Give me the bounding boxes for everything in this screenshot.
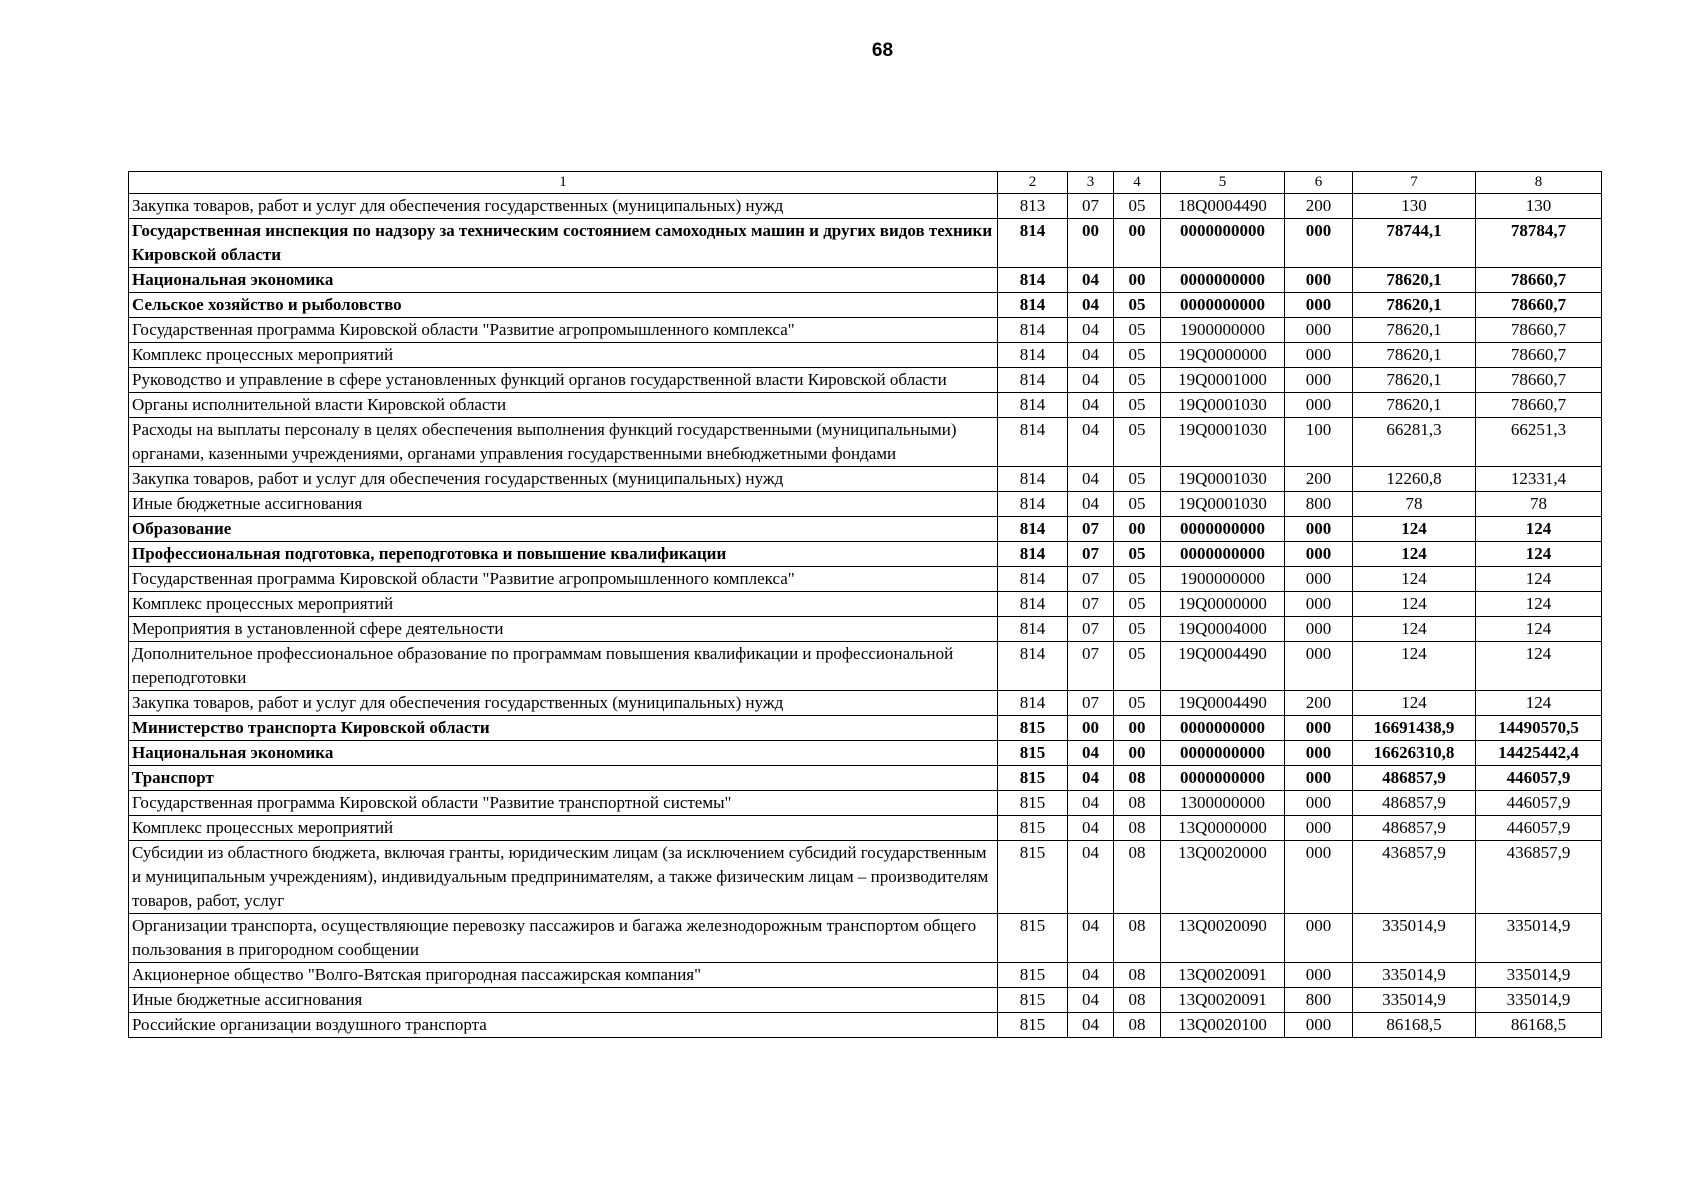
amount-year2-cell: 335014,9 xyxy=(1476,988,1602,1013)
amount-year2-cell: 124 xyxy=(1476,517,1602,542)
target-article-cell: 19Q0004490 xyxy=(1161,642,1285,691)
row-name-cell: Государственная программа Кировской области "Развитие транспортной системы" xyxy=(129,791,998,816)
amount-year1-cell: 16691438,9 xyxy=(1353,716,1476,741)
subsection-cell: 00 xyxy=(1114,219,1161,268)
row-name-cell: Государственная инспекция по надзору за техническим состоянием самоходных машин и других видов техники Кировской области xyxy=(129,219,998,268)
amount-year1-cell: 130 xyxy=(1353,194,1476,219)
target-article-cell: 19Q0000000 xyxy=(1161,343,1285,368)
amount-year2-cell: 78660,7 xyxy=(1476,343,1602,368)
section-cell: 04 xyxy=(1068,841,1114,914)
section-cell: 04 xyxy=(1068,268,1114,293)
expense-type-cell: 000 xyxy=(1285,592,1353,617)
table-row xyxy=(129,642,1602,691)
expense-type-cell: 200 xyxy=(1285,194,1353,219)
expense-type-cell: 000 xyxy=(1285,741,1353,766)
expense-type-cell: 200 xyxy=(1285,691,1353,716)
expense-type-cell: 000 xyxy=(1285,219,1353,268)
expense-type-cell: 000 xyxy=(1285,393,1353,418)
amount-year2-cell: 446057,9 xyxy=(1476,766,1602,791)
section-cell: 04 xyxy=(1068,343,1114,368)
admin-code-cell: 813 xyxy=(998,194,1068,219)
section-cell: 07 xyxy=(1068,592,1114,617)
subsection-cell: 08 xyxy=(1114,963,1161,988)
admin-code-cell: 814 xyxy=(998,542,1068,567)
target-article-cell: 0000000000 xyxy=(1161,766,1285,791)
subsection-cell: 00 xyxy=(1114,716,1161,741)
amount-year2-cell: 12331,4 xyxy=(1476,467,1602,492)
table-row xyxy=(129,293,1602,318)
table-row xyxy=(129,988,1602,1013)
amount-year1-cell: 66281,3 xyxy=(1353,418,1476,467)
section-cell: 04 xyxy=(1068,418,1114,467)
amount-year2-cell: 124 xyxy=(1476,617,1602,642)
row-name-cell: Организации транспорта, осуществляющие перевозку пассажиров и багажа железнодорожным транспортом общего пользования в пригородном сообщении xyxy=(129,914,998,963)
expense-type-cell: 800 xyxy=(1285,988,1353,1013)
amount-year1-cell: 486857,9 xyxy=(1353,816,1476,841)
admin-code-cell: 814 xyxy=(998,268,1068,293)
amount-year2-cell: 14490570,5 xyxy=(1476,716,1602,741)
admin-code-cell: 815 xyxy=(998,816,1068,841)
table-row xyxy=(129,592,1602,617)
amount-year2-cell: 78660,7 xyxy=(1476,368,1602,393)
column-header: 6 xyxy=(1285,172,1353,194)
expense-type-cell: 000 xyxy=(1285,791,1353,816)
expense-type-cell: 100 xyxy=(1285,418,1353,467)
section-cell: 07 xyxy=(1068,567,1114,592)
row-name-cell: Закупка товаров, работ и услуг для обеспечения государственных (муниципальных) нужд xyxy=(129,194,998,219)
row-name-cell: Министерство транспорта Кировской области xyxy=(129,716,998,741)
admin-code-cell: 815 xyxy=(998,963,1068,988)
subsection-cell: 00 xyxy=(1114,741,1161,766)
amount-year2-cell: 78660,7 xyxy=(1476,268,1602,293)
target-article-cell: 1900000000 xyxy=(1161,318,1285,343)
section-cell: 04 xyxy=(1068,318,1114,343)
section-cell: 04 xyxy=(1068,816,1114,841)
row-name-cell: Иные бюджетные ассигнования xyxy=(129,492,998,517)
expense-type-cell: 000 xyxy=(1285,318,1353,343)
admin-code-cell: 814 xyxy=(998,343,1068,368)
subsection-cell: 05 xyxy=(1114,318,1161,343)
amount-year1-cell: 78620,1 xyxy=(1353,343,1476,368)
table-row xyxy=(129,1013,1602,1038)
admin-code-cell: 814 xyxy=(998,492,1068,517)
expense-type-cell: 800 xyxy=(1285,492,1353,517)
table-row xyxy=(129,766,1602,791)
section-cell: 07 xyxy=(1068,617,1114,642)
subsection-cell: 05 xyxy=(1114,343,1161,368)
header-row xyxy=(129,172,1602,194)
subsection-cell: 05 xyxy=(1114,393,1161,418)
table-row xyxy=(129,691,1602,716)
column-header: 4 xyxy=(1114,172,1161,194)
expense-type-cell: 000 xyxy=(1285,642,1353,691)
row-name-cell: Национальная экономика xyxy=(129,741,998,766)
expense-type-cell: 000 xyxy=(1285,841,1353,914)
subsection-cell: 08 xyxy=(1114,841,1161,914)
target-article-cell: 19Q0001030 xyxy=(1161,467,1285,492)
admin-code-cell: 814 xyxy=(998,393,1068,418)
target-article-cell: 0000000000 xyxy=(1161,293,1285,318)
row-name-cell: Комплекс процессных мероприятий xyxy=(129,816,998,841)
section-cell: 07 xyxy=(1068,194,1114,219)
amount-year2-cell: 130 xyxy=(1476,194,1602,219)
subsection-cell: 05 xyxy=(1114,567,1161,592)
section-cell: 04 xyxy=(1068,766,1114,791)
row-name-cell: Расходы на выплаты персоналу в целях обеспечения выполнения функций государственными (муниципальными) органами, казенными учреждениями, органами управления государственными внебюджетными фондами xyxy=(129,418,998,467)
admin-code-cell: 815 xyxy=(998,791,1068,816)
admin-code-cell: 814 xyxy=(998,368,1068,393)
admin-code-cell: 814 xyxy=(998,642,1068,691)
subsection-cell: 08 xyxy=(1114,816,1161,841)
target-article-cell: 0000000000 xyxy=(1161,716,1285,741)
expense-type-cell: 000 xyxy=(1285,293,1353,318)
target-article-cell: 13Q0020000 xyxy=(1161,841,1285,914)
table-row xyxy=(129,617,1602,642)
table-row xyxy=(129,914,1602,963)
table-row xyxy=(129,368,1602,393)
table-row xyxy=(129,492,1602,517)
row-name-cell: Субсидии из областного бюджета, включая гранты, юридическим лицам (за исключением субсидий государственным и муниципальным учреждениям), индивидуальным предпринимателям, а также физическим лицам – производителям товаров, работ, услуг xyxy=(129,841,998,914)
table-row xyxy=(129,841,1602,914)
budget-table xyxy=(128,171,1602,1038)
target-article-cell: 19Q0004000 xyxy=(1161,617,1285,642)
admin-code-cell: 815 xyxy=(998,766,1068,791)
section-cell: 00 xyxy=(1068,716,1114,741)
target-article-cell: 19Q0001030 xyxy=(1161,418,1285,467)
column-header: 8 xyxy=(1476,172,1602,194)
column-header: 7 xyxy=(1353,172,1476,194)
amount-year1-cell: 486857,9 xyxy=(1353,791,1476,816)
amount-year2-cell: 335014,9 xyxy=(1476,963,1602,988)
table-row xyxy=(129,219,1602,268)
amount-year1-cell: 124 xyxy=(1353,691,1476,716)
amount-year1-cell: 335014,9 xyxy=(1353,988,1476,1013)
target-article-cell: 19Q0001030 xyxy=(1161,492,1285,517)
target-article-cell: 0000000000 xyxy=(1161,542,1285,567)
table-row xyxy=(129,393,1602,418)
subsection-cell: 05 xyxy=(1114,467,1161,492)
row-name-cell: Комплекс процессных мероприятий xyxy=(129,592,998,617)
column-header: 5 xyxy=(1161,172,1285,194)
section-cell: 04 xyxy=(1068,741,1114,766)
admin-code-cell: 815 xyxy=(998,1013,1068,1038)
row-name-cell: Закупка товаров, работ и услуг для обеспечения государственных (муниципальных) нужд xyxy=(129,691,998,716)
expense-type-cell: 000 xyxy=(1285,617,1353,642)
row-name-cell: Российские организации воздушного транспорта xyxy=(129,1013,998,1038)
amount-year2-cell: 78660,7 xyxy=(1476,293,1602,318)
table-row xyxy=(129,816,1602,841)
amount-year2-cell: 78660,7 xyxy=(1476,318,1602,343)
amount-year2-cell: 66251,3 xyxy=(1476,418,1602,467)
row-name-cell: Транспорт xyxy=(129,766,998,791)
subsection-cell: 05 xyxy=(1114,194,1161,219)
subsection-cell: 05 xyxy=(1114,293,1161,318)
target-article-cell: 19Q0000000 xyxy=(1161,592,1285,617)
table-row xyxy=(129,194,1602,219)
subsection-cell: 08 xyxy=(1114,988,1161,1013)
expense-type-cell: 000 xyxy=(1285,517,1353,542)
table-row xyxy=(129,542,1602,567)
amount-year1-cell: 486857,9 xyxy=(1353,766,1476,791)
amount-year2-cell: 446057,9 xyxy=(1476,816,1602,841)
section-cell: 04 xyxy=(1068,393,1114,418)
expense-type-cell: 000 xyxy=(1285,268,1353,293)
row-name-cell: Профессиональная подготовка, переподготовка и повышение квалификации xyxy=(129,542,998,567)
amount-year1-cell: 12260,8 xyxy=(1353,467,1476,492)
section-cell: 04 xyxy=(1068,368,1114,393)
table-row xyxy=(129,791,1602,816)
row-name-cell: Акционерное общество "Волго-Вятская пригородная пассажирская компания" xyxy=(129,963,998,988)
amount-year1-cell: 78620,1 xyxy=(1353,268,1476,293)
subsection-cell: 05 xyxy=(1114,542,1161,567)
subsection-cell: 05 xyxy=(1114,418,1161,467)
subsection-cell: 05 xyxy=(1114,368,1161,393)
row-name-cell: Дополнительное профессиональное образование по программам повышения квалификации и профессиональной переподготовки xyxy=(129,642,998,691)
amount-year1-cell: 16626310,8 xyxy=(1353,741,1476,766)
section-cell: 04 xyxy=(1068,293,1114,318)
target-article-cell: 0000000000 xyxy=(1161,741,1285,766)
subsection-cell: 05 xyxy=(1114,592,1161,617)
amount-year1-cell: 124 xyxy=(1353,542,1476,567)
column-header: 1 xyxy=(129,172,998,194)
amount-year2-cell: 124 xyxy=(1476,592,1602,617)
row-name-cell: Руководство и управление в сфере установленных функций органов государственной власти Кировской области xyxy=(129,368,998,393)
target-article-cell: 1300000000 xyxy=(1161,791,1285,816)
amount-year2-cell: 436857,9 xyxy=(1476,841,1602,914)
target-article-cell: 0000000000 xyxy=(1161,219,1285,268)
amount-year1-cell: 78620,1 xyxy=(1353,368,1476,393)
subsection-cell: 05 xyxy=(1114,492,1161,517)
expense-type-cell: 200 xyxy=(1285,467,1353,492)
row-name-cell: Мероприятия в установленной сфере деятельности xyxy=(129,617,998,642)
admin-code-cell: 814 xyxy=(998,592,1068,617)
section-cell: 04 xyxy=(1068,988,1114,1013)
admin-code-cell: 814 xyxy=(998,219,1068,268)
admin-code-cell: 815 xyxy=(998,914,1068,963)
section-cell: 04 xyxy=(1068,914,1114,963)
target-article-cell: 13Q0020091 xyxy=(1161,963,1285,988)
expense-type-cell: 000 xyxy=(1285,368,1353,393)
expense-type-cell: 000 xyxy=(1285,343,1353,368)
row-name-cell: Иные бюджетные ассигнования xyxy=(129,988,998,1013)
subsection-cell: 08 xyxy=(1114,791,1161,816)
amount-year1-cell: 78620,1 xyxy=(1353,393,1476,418)
section-cell: 04 xyxy=(1068,467,1114,492)
subsection-cell: 05 xyxy=(1114,691,1161,716)
amount-year2-cell: 335014,9 xyxy=(1476,914,1602,963)
row-name-cell: Органы исполнительной власти Кировской области xyxy=(129,393,998,418)
admin-code-cell: 815 xyxy=(998,741,1068,766)
target-article-cell: 1900000000 xyxy=(1161,567,1285,592)
table-row xyxy=(129,963,1602,988)
amount-year1-cell: 335014,9 xyxy=(1353,963,1476,988)
amount-year2-cell: 124 xyxy=(1476,567,1602,592)
expense-type-cell: 000 xyxy=(1285,1013,1353,1038)
admin-code-cell: 814 xyxy=(998,467,1068,492)
target-article-cell: 13Q0020100 xyxy=(1161,1013,1285,1038)
row-name-cell: Образование xyxy=(129,517,998,542)
admin-code-cell: 815 xyxy=(998,716,1068,741)
table-row xyxy=(129,741,1602,766)
subsection-cell: 08 xyxy=(1114,914,1161,963)
expense-type-cell: 000 xyxy=(1285,816,1353,841)
amount-year1-cell: 436857,9 xyxy=(1353,841,1476,914)
table-row xyxy=(129,716,1602,741)
expense-type-cell: 000 xyxy=(1285,963,1353,988)
admin-code-cell: 814 xyxy=(998,318,1068,343)
target-article-cell: 19Q0001000 xyxy=(1161,368,1285,393)
subsection-cell: 08 xyxy=(1114,1013,1161,1038)
table-row xyxy=(129,567,1602,592)
row-name-cell: Комплекс процессных мероприятий xyxy=(129,343,998,368)
row-name-cell: Государственная программа Кировской области "Развитие агропромышленного комплекса" xyxy=(129,567,998,592)
amount-year1-cell: 78744,1 xyxy=(1353,219,1476,268)
admin-code-cell: 814 xyxy=(998,567,1068,592)
amount-year1-cell: 78620,1 xyxy=(1353,293,1476,318)
expense-type-cell: 000 xyxy=(1285,716,1353,741)
expense-type-cell: 000 xyxy=(1285,914,1353,963)
section-cell: 04 xyxy=(1068,492,1114,517)
expense-type-cell: 000 xyxy=(1285,766,1353,791)
row-name-cell: Закупка товаров, работ и услуг для обеспечения государственных (муниципальных) нужд xyxy=(129,467,998,492)
amount-year2-cell: 124 xyxy=(1476,642,1602,691)
amount-year1-cell: 124 xyxy=(1353,592,1476,617)
amount-year1-cell: 124 xyxy=(1353,642,1476,691)
admin-code-cell: 815 xyxy=(998,988,1068,1013)
table-body xyxy=(129,194,1602,1038)
amount-year1-cell: 124 xyxy=(1353,517,1476,542)
target-article-cell: 13Q0020091 xyxy=(1161,988,1285,1013)
table-row xyxy=(129,467,1602,492)
expense-type-cell: 000 xyxy=(1285,542,1353,567)
admin-code-cell: 814 xyxy=(998,617,1068,642)
admin-code-cell: 814 xyxy=(998,517,1068,542)
page-number: 68 xyxy=(871,40,894,61)
amount-year1-cell: 124 xyxy=(1353,617,1476,642)
section-cell: 00 xyxy=(1068,219,1114,268)
admin-code-cell: 814 xyxy=(998,691,1068,716)
column-header: 3 xyxy=(1068,172,1114,194)
amount-year2-cell: 124 xyxy=(1476,691,1602,716)
subsection-cell: 00 xyxy=(1114,268,1161,293)
target-article-cell: 19Q0001030 xyxy=(1161,393,1285,418)
section-cell: 07 xyxy=(1068,642,1114,691)
amount-year1-cell: 124 xyxy=(1353,567,1476,592)
admin-code-cell: 814 xyxy=(998,293,1068,318)
admin-code-cell: 815 xyxy=(998,841,1068,914)
table-row xyxy=(129,517,1602,542)
subsection-cell: 00 xyxy=(1114,517,1161,542)
amount-year2-cell: 124 xyxy=(1476,542,1602,567)
subsection-cell: 05 xyxy=(1114,642,1161,691)
amount-year2-cell: 78660,7 xyxy=(1476,393,1602,418)
amount-year2-cell: 14425442,4 xyxy=(1476,741,1602,766)
amount-year2-cell: 78 xyxy=(1476,492,1602,517)
expense-type-cell: 000 xyxy=(1285,567,1353,592)
table-row xyxy=(129,318,1602,343)
amount-year1-cell: 78620,1 xyxy=(1353,318,1476,343)
column-header: 2 xyxy=(998,172,1068,194)
admin-code-cell: 814 xyxy=(998,418,1068,467)
row-name-cell: Национальная экономика xyxy=(129,268,998,293)
section-cell: 07 xyxy=(1068,517,1114,542)
table-row xyxy=(129,343,1602,368)
target-article-cell: 13Q0000000 xyxy=(1161,816,1285,841)
target-article-cell: 0000000000 xyxy=(1161,517,1285,542)
amount-year1-cell: 335014,9 xyxy=(1353,914,1476,963)
amount-year2-cell: 86168,5 xyxy=(1476,1013,1602,1038)
section-cell: 04 xyxy=(1068,791,1114,816)
subsection-cell: 08 xyxy=(1114,766,1161,791)
section-cell: 04 xyxy=(1068,963,1114,988)
target-article-cell: 19Q0004490 xyxy=(1161,691,1285,716)
target-article-cell: 13Q0020090 xyxy=(1161,914,1285,963)
amount-year2-cell: 78784,7 xyxy=(1476,219,1602,268)
target-article-cell: 0000000000 xyxy=(1161,268,1285,293)
amount-year1-cell: 78 xyxy=(1353,492,1476,517)
section-cell: 04 xyxy=(1068,1013,1114,1038)
amount-year2-cell: 446057,9 xyxy=(1476,791,1602,816)
section-cell: 07 xyxy=(1068,542,1114,567)
row-name-cell: Государственная программа Кировской области "Развитие агропромышленного комплекса" xyxy=(129,318,998,343)
amount-year1-cell: 86168,5 xyxy=(1353,1013,1476,1038)
subsection-cell: 05 xyxy=(1114,617,1161,642)
table-row xyxy=(129,418,1602,467)
table-row xyxy=(129,268,1602,293)
section-cell: 07 xyxy=(1068,691,1114,716)
target-article-cell: 18Q0004490 xyxy=(1161,194,1285,219)
row-name-cell: Сельское хозяйство и рыболовство xyxy=(129,293,998,318)
